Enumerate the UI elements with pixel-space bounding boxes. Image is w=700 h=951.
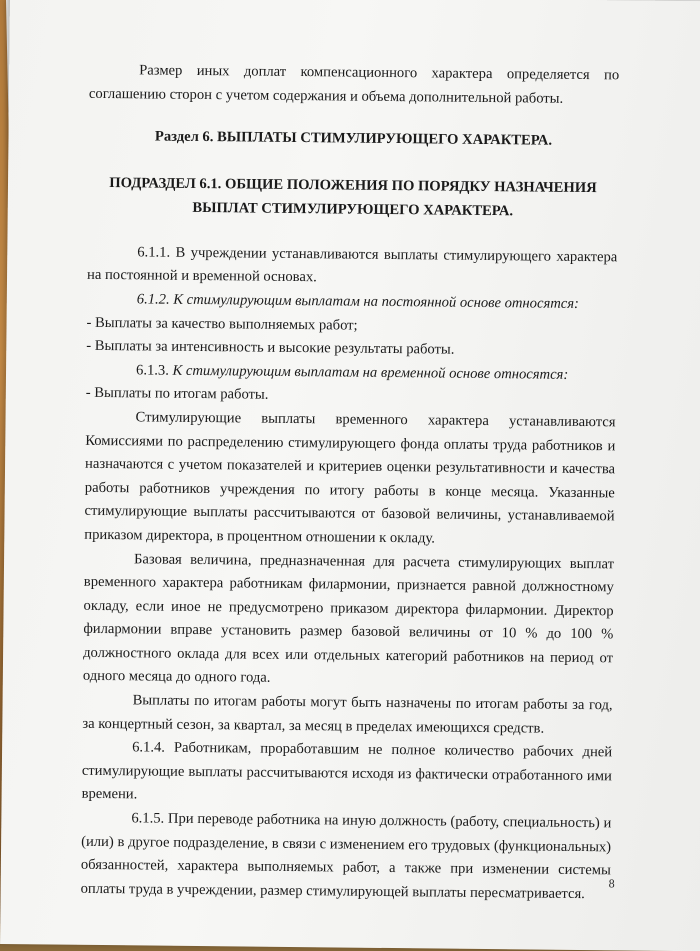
results-payments-paragraph: Выплаты по итогам работы могут быть назначены по итогам работы за год, за концертный сезон, за квартал, за месяц в пределах имеющихся средств. <box>82 692 613 737</box>
list-item: - Выплаты по итогам работы. <box>85 385 269 404</box>
clause-text: К стимулирующим выплатам на временной основе относятся: <box>172 362 569 383</box>
section-title: Раздел 6. ВЫПЛАТЫ СТИМУЛИРУЮЩЕГО ХАРАКТЕРА. <box>154 128 553 149</box>
clause-6-1-2: 6.1.2. К стимулирующим выплатам на постоянной основе относятся: <box>136 291 580 312</box>
clause-6-1-1: 6.1.1. В учреждении устанавливаются выплаты стимулирующего характера на постоянной и временной основах. <box>86 244 618 286</box>
list-item: - Выплаты за качество выполняемых работ; <box>86 314 358 334</box>
page-number: 8 <box>608 876 615 891</box>
clause-6-1-4: 6.1.4. Работникам, проработавшим не полное количество рабочих дней стимулирующие выплаты рассчитываются исходя из фактически отработанного ими времени. <box>81 739 613 803</box>
page-content <box>81 59 620 907</box>
list-item: - Выплаты за интенсивность и высокие результаты работы. <box>86 337 455 358</box>
subsection-title: ПОДРАЗДЕЛ 6.1. ОБЩИЕ ПОЛОЖЕНИЯ ПО ПОРЯДКУ НАЗНАЧЕНИЯ ВЫПЛАТ СТИМУЛИРУЮЩЕГО ХАРАКТЕРА. <box>109 174 597 220</box>
temporary-payments-paragraph: Стимулирующие выплаты временного характера устанавливаются Комиссиями по распределению стимулирующего фонда оплаты труда работников и назначаются с учетом показателей и критериев оценки результативности и качества работы работников учреждения по итогу работы в конце месяца. Указанные стимулирующие выплаты рассчитываются от базовой величины, устанавливаемой приказом директора, в процентном отношении к окладу. <box>84 409 616 547</box>
clause-number: 6.1.3. <box>135 362 173 379</box>
clause-6-1-5: 6.1.5. При переводе работника на иную должность (работу, специальность) и (или) в другое подразделение, в связи с изменением его трудовых (функциональных) обязанностей, характера выполняемых работ, а также при изменении системы оплаты труда в учреждении, размер стимулирующей выплаты пересматривается. <box>80 810 612 902</box>
base-value-paragraph: Базовая величина, предназначенная для расчета стимулирующих выплат временного характера работникам филармонии, признается равной должностному окладу, если иное не предусмотрено приказом директора филармонии. Директор филармонии вправе установить размер базовой величины от 10 % до 100 % должностного оклада для всех или отдельных категорий работников на период от одного месяца до одного года. <box>82 550 615 687</box>
intro-paragraph: Размер иных доплат компенсационного характера определяется по соглашению сторон с учетом содержания и объема дополнительной работы. <box>88 62 620 107</box>
